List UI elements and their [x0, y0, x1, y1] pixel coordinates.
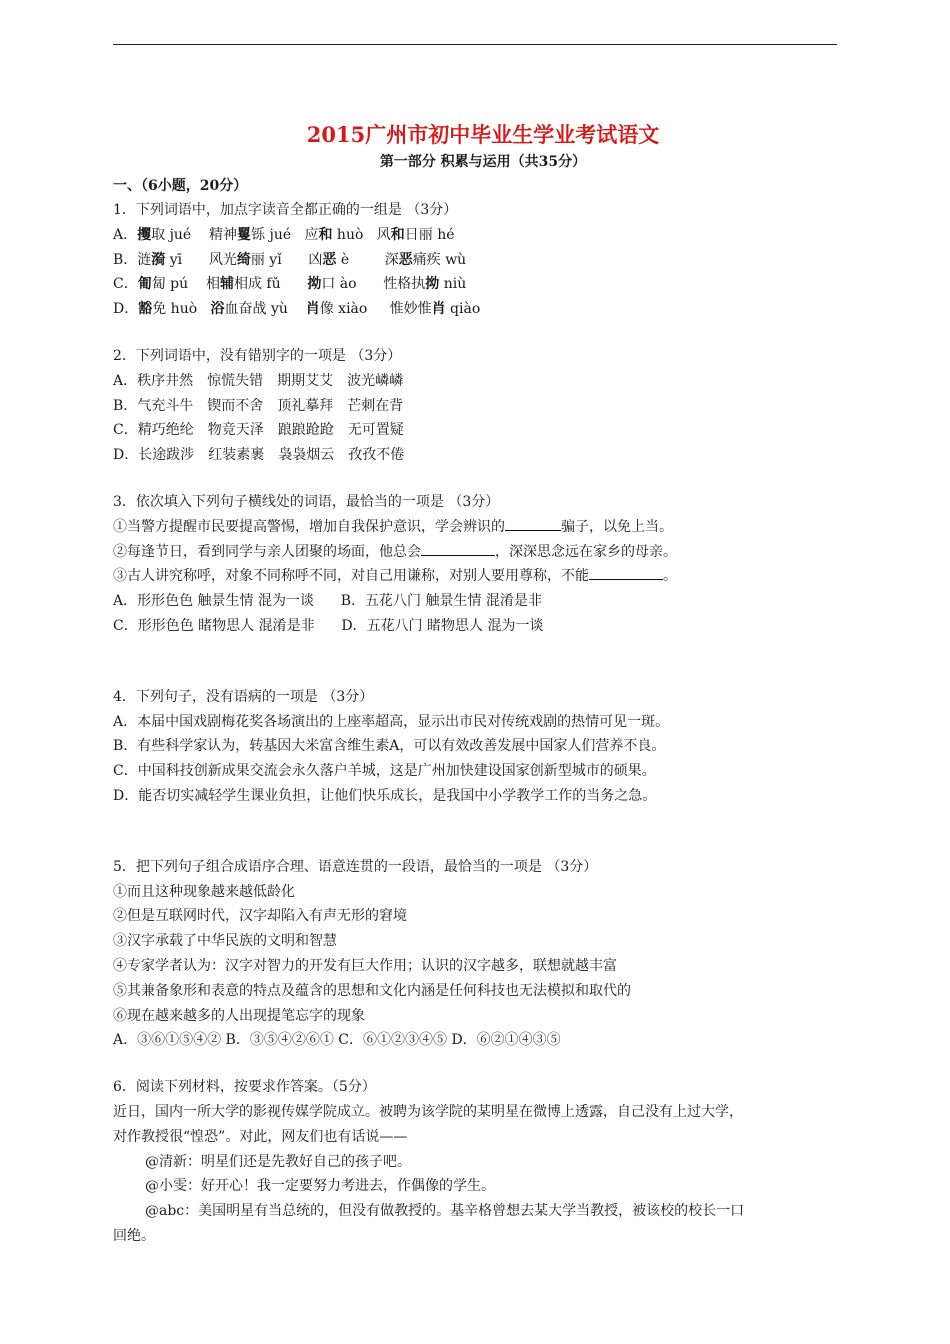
answer-blank[interactable] — [589, 565, 663, 580]
question-1-option-d: D．豁免 huò 浴血奋战 yù 肖像 xiào 惟妙惟肖 qiào — [113, 301, 481, 318]
answer-blank[interactable] — [505, 516, 561, 531]
question-1 — [113, 198, 853, 322]
question-3-sentence-3: ③古人讲究称呼，对象不同称呼不同，对自己用谦称，对别人要用尊称，不能 。 — [113, 564, 853, 589]
question-5-item-2: ②但是互联网时代，汉字却陷入有声无形的窘境 — [113, 908, 407, 925]
question-3-sentence-1: ①当警方提醒市民要提高警惕，增加自我保护意识，学会辨识的 骗子，以免上当。 — [113, 515, 853, 540]
question-5-item-6: ⑥现在越来越多的人出现提笔忘字的现象 — [113, 1007, 365, 1024]
question-2-option-c: C．精巧绝纶 物竞天泽 踉踉跄跄 无可置疑 — [113, 422, 404, 439]
question-2-option-a: A．秩序井然 惊慌失错 期期艾艾 波光嶙嶙 — [113, 372, 404, 389]
question-3-sentence-2: ②每逢节日，看到同学与亲人团聚的场面，他总会 ，深深思念远在家乡的母亲。 — [113, 540, 853, 565]
netizen-comment-3: @abc：美国明星有当总统的，但没有做教授的。基辛格曾想去某大学当教授，被该校的校长一口 — [145, 1203, 745, 1220]
part-subtitle: 第一部分 积累与运用（共35分） — [379, 154, 587, 170]
question-2-option-b: B．气充斗牛 锲而不舍 顶礼摹拜 芒刺在背 — [113, 397, 404, 414]
question-5-stem: 5．把下列句子组合成语序合理、语意连贯的一段语，最恰当的一项是 （3分） — [113, 858, 598, 875]
header-rule — [113, 44, 837, 45]
section-heading: 一、（6小题，20分） — [113, 178, 248, 194]
question-1-stem: 1．下列词语中，加点字读音全都正确的一组是 （3分） — [113, 202, 458, 218]
question-1-option-b: B．涟漪 yī 风光绮丽 yǐ 凶恶 è 深恶痛疾 wù — [113, 251, 467, 268]
question-2-stem: 2．下列词语中，没有错别字的一项是 （3分） — [113, 347, 402, 364]
question-3-options-ab: A．形形色色 触景生情 混为一谈 B．五花八门 触景生情 混淆是非 — [113, 593, 542, 610]
question-3 — [113, 490, 853, 639]
netizen-comment-1: @清新：明星们还是先教好自己的孩子吧。 — [145, 1153, 411, 1170]
netizen-comment-3-continued: 回绝。 — [113, 1227, 155, 1244]
question-3-options-cd: C．形形色色 睹物思人 混淆是非 D．五花八门 睹物思人 混为一谈 — [113, 617, 544, 634]
question-1-option-a: A．攫取 jué 精神矍铄 jué 应和 huò 风和日丽 hé — [113, 226, 455, 243]
question-5-item-1: ①而且这种现象越来越低龄化 — [113, 883, 295, 900]
question-4-option-a: A．本届中国戏剧梅花奖各场演出的上座率超高，显示出市民对传统戏剧的热情可见一斑。 — [113, 713, 670, 730]
question-2-option-d: D．长途跋涉 红装素裹 袅袅烟云 孜孜不倦 — [113, 447, 405, 464]
question-2 — [113, 344, 853, 468]
answer-blank[interactable] — [421, 541, 495, 556]
question-1-option-c: C．匍匐 pú 相辅相成 fǔ 拗口 ào 性格执拗 niù — [113, 276, 467, 293]
question-5-item-4: ④专家学者认为：汉字对智力的开发有巨大作用；认识的汉字越多，联想就越丰富 — [113, 957, 617, 974]
exam-page — [113, 120, 853, 1249]
netizen-comment-2: @小雯：好开心！我一定要努力考进去，作偶像的学生。 — [145, 1178, 495, 1195]
question-5-item-3: ③汉字承载了中华民族的文明和智慧 — [113, 933, 337, 950]
question-6-stem: 6．阅读下列材料，按要求作答案。（5分） — [113, 1079, 376, 1096]
question-6 — [113, 1075, 853, 1249]
question-4 — [113, 685, 853, 809]
question-4-option-b: B．有些科学家认为，转基因大米富含维生素A，可以有效改善发展中国家人们营养不良。 — [113, 738, 666, 755]
exam-title: 2015广州市初中毕业生学业考试语文 — [306, 122, 660, 147]
question-4-stem: 4．下列句子，没有语病的一项是 （3分） — [113, 688, 374, 705]
question-5-item-5: ⑤其兼备象形和表意的特点及蕴含的思想和文化内涵是任何科技也无法模拟和取代的 — [113, 982, 631, 999]
question-6-intro-line-1: 近日，国内一所大学的影视传媒学院成立。被聘为该学院的某明星在微博上透露，自己没有上过大学， — [113, 1103, 743, 1120]
question-5-options: A．③⑥①⑤④② B．③⑤④②⑥① C．⑥①②③④⑤ D．⑥②①④③⑤ — [113, 1032, 561, 1049]
question-4-option-c: C．中国科技创新成果交流会永久落户羊城，这是广州加快建设国家创新型城市的硕果。 — [113, 763, 656, 780]
question-6-intro-line-2: 对作教授很“惶恐”。对此，网友们也有话说—— — [113, 1128, 408, 1145]
question-3-stem: 3．依次填入下列句子横线处的词语，最恰当的一项是 （3分） — [113, 493, 500, 510]
question-5 — [113, 855, 853, 1053]
question-4-option-d: D．能否切实减轻学生课业负担，让他们快乐成长，是我国中小学教学工作的当务之急。 — [113, 787, 657, 804]
